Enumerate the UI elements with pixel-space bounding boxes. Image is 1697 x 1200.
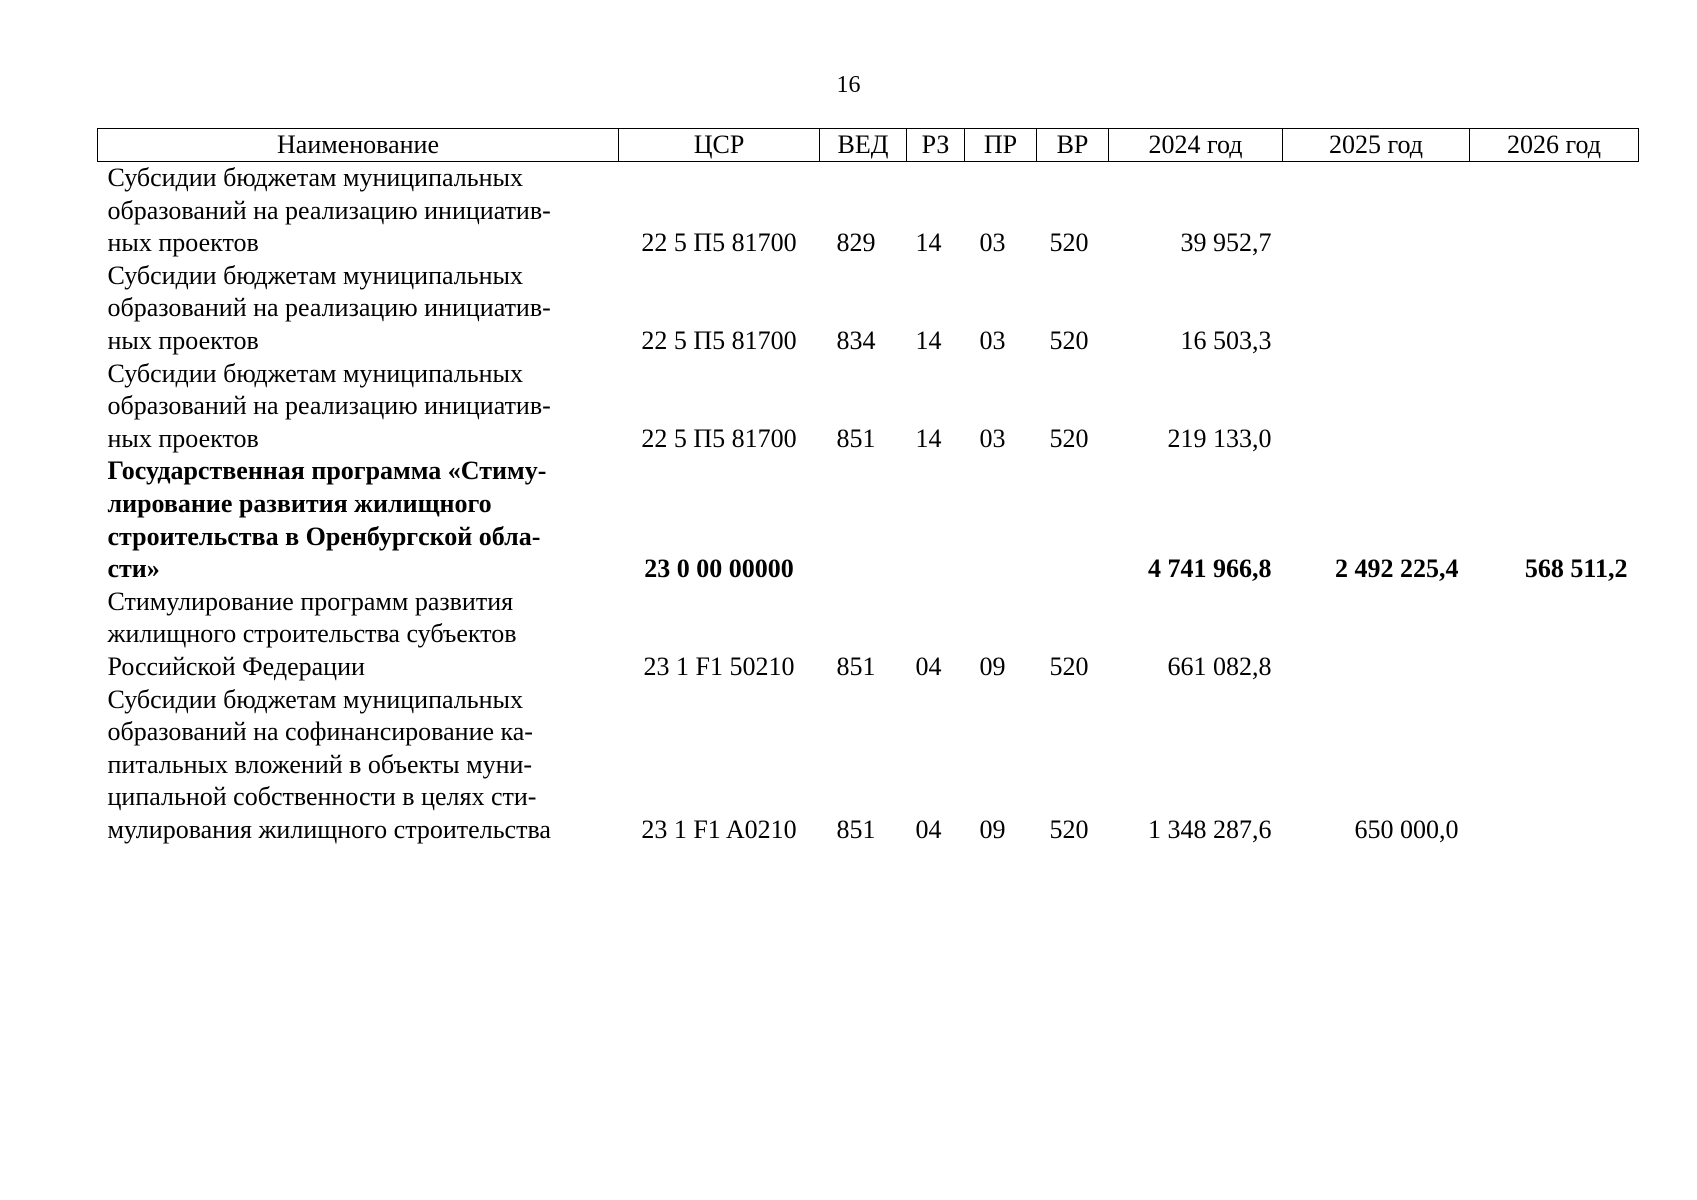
row-pr: 09 [979, 814, 1006, 844]
table-row [98, 162, 1639, 260]
row-name-line: Стимулирование программ развития [107, 586, 514, 616]
row-name-line: строительства в Оренбургской обла- [107, 521, 541, 551]
row-ved: 829 [836, 228, 876, 258]
row-2026 [1470, 358, 1639, 456]
row-2026 [1470, 684, 1639, 847]
row-name [98, 455, 619, 585]
row-csr: 23 1 F1 A0210 [641, 814, 797, 844]
row-rz: 14 [915, 423, 942, 453]
row-name [98, 586, 619, 684]
row-name [98, 358, 619, 456]
row-name-line: Субсидии бюджетам муниципальных [107, 163, 523, 192]
row-2026 [1470, 260, 1639, 358]
row-csr: 22 5 П5 81700 [641, 325, 797, 355]
table-row [98, 586, 1639, 684]
row-name-line: ных проектов [107, 423, 259, 453]
row-name-line: образований на реализацию инициатив- [107, 293, 551, 323]
table-row [98, 260, 1639, 358]
row-rz: 04 [915, 814, 942, 844]
header-pr: ПР [965, 129, 1037, 162]
row-csr: 22 5 П5 81700 [641, 423, 797, 453]
row-csr: 23 1 F1 50210 [643, 651, 795, 681]
header-rz: РЗ [907, 129, 965, 162]
row-name-line: образований на софинансирование ка- [107, 717, 533, 747]
row-name-line: жилищного строительства субъектов [107, 619, 517, 649]
header-vr: ВР [1037, 129, 1109, 162]
row-2025: 2 492 225,4 [1335, 554, 1459, 584]
row-name-line: образований на реализацию инициатив- [107, 195, 551, 225]
row-name-line: образований на реализацию инициатив- [107, 391, 551, 421]
header-2024: 2024 год [1109, 129, 1283, 162]
row-name-line: Российской Федерации [107, 651, 365, 681]
row-name [98, 684, 619, 847]
row-2026 [1470, 162, 1639, 260]
row-2024: 219 133,0 [1167, 423, 1272, 453]
row-csr: 22 5 П5 81700 [641, 228, 797, 258]
row-2025 [1283, 162, 1470, 260]
row-pr: 03 [979, 228, 1006, 258]
row-2025 [1283, 358, 1470, 456]
table-row-program [98, 455, 1639, 585]
table-header-row [98, 129, 1639, 162]
row-2026: 568 511,2 [1524, 554, 1628, 584]
row-vr: 520 [1049, 325, 1089, 355]
row-name-line: Субсидии бюджетам муниципальных [107, 684, 523, 714]
row-name-line: мулирования жилищного строительства [107, 814, 551, 844]
row-2024: 4 741 966,8 [1148, 554, 1272, 584]
row-pr: 03 [979, 423, 1006, 453]
row-ved: 851 [836, 423, 876, 453]
row-2026 [1470, 586, 1639, 684]
header-ved: ВЕД [820, 129, 907, 162]
header-2025: 2025 год [1283, 129, 1470, 162]
row-vr: 520 [1049, 651, 1089, 681]
row-ved: 834 [836, 325, 876, 355]
row-2024: 16 503,3 [1180, 325, 1272, 355]
row-vr [1037, 455, 1109, 585]
row-name-line: лирование развития жилищного [107, 488, 492, 518]
row-2025 [1283, 586, 1470, 684]
header-name: Наименование [98, 129, 619, 162]
row-vr: 520 [1049, 814, 1089, 844]
table-row [98, 684, 1639, 847]
budget-table [97, 128, 1639, 846]
row-name-line: сти» [107, 554, 160, 584]
row-name-line: ципальной собственности в целях сти- [107, 782, 537, 812]
row-vr: 520 [1049, 228, 1089, 258]
row-rz: 14 [915, 325, 942, 355]
row-2025 [1283, 260, 1470, 358]
header-2026: 2026 год [1470, 129, 1639, 162]
row-vr: 520 [1049, 423, 1089, 453]
row-name [98, 260, 619, 358]
row-2024: 39 952,7 [1180, 228, 1272, 258]
row-ved [820, 455, 907, 585]
row-rz: 14 [915, 228, 942, 258]
row-name-line: ных проектов [107, 228, 259, 258]
row-csr: 23 0 00 00000 [644, 554, 794, 584]
row-name-line: Государственная программа «Стиму- [107, 456, 547, 486]
row-2024: 1 348 287,6 [1148, 814, 1272, 844]
row-ved: 851 [836, 651, 876, 681]
row-pr [965, 455, 1037, 585]
table-row [98, 358, 1639, 456]
row-name-line: Субсидии бюджетам муниципальных [107, 358, 523, 388]
header-csr: ЦСР [619, 129, 820, 162]
row-name-line: Субсидии бюджетам муниципальных [107, 260, 523, 290]
row-name-line: питальных вложений в объекты муни- [107, 749, 533, 779]
row-name-line: ных проектов [107, 325, 259, 355]
row-pr: 03 [979, 325, 1006, 355]
page-number: 16 [836, 72, 861, 98]
row-2025: 650 000,0 [1354, 814, 1459, 844]
row-2024: 661 082,8 [1167, 651, 1272, 681]
row-name [98, 162, 619, 260]
row-ved: 851 [836, 814, 876, 844]
row-pr: 09 [979, 651, 1006, 681]
row-rz: 04 [915, 651, 942, 681]
row-rz [907, 455, 965, 585]
